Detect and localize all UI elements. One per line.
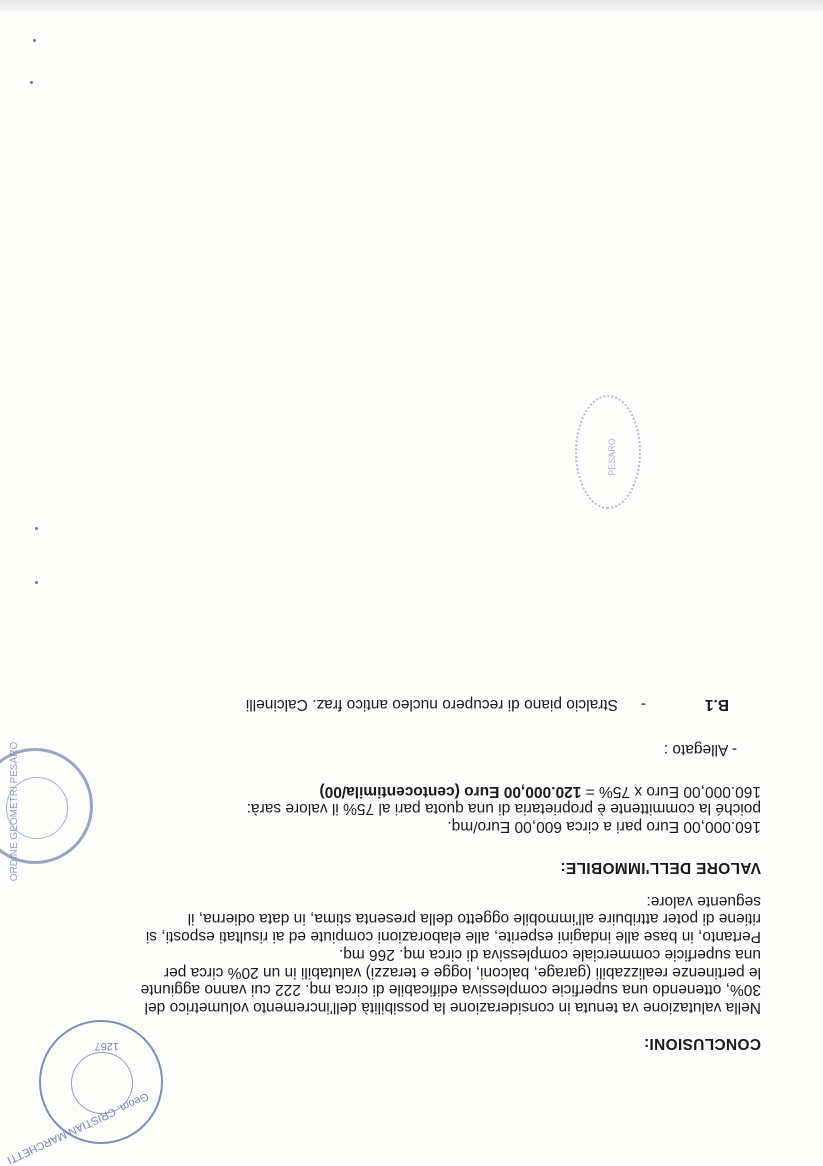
allegato-row (0, 693, 823, 713)
allegato-dash: - (640, 696, 646, 713)
faint-seal (575, 395, 641, 509)
paragraph-line: 30%, ottenendo una superficie complessiva edificabile di circa mq. 222 cui vanno aggiunte (140, 981, 761, 999)
valore-details (41, 783, 761, 836)
paragraph-line: Pertanto, in base alle indagini esperite, alle elaborazioni compiute ed ai risultati esposti, si (145, 928, 761, 945)
conclusioni-heading-text: CONCLUSIONI: (643, 1035, 761, 1052)
allegato-label (17, 741, 737, 759)
valore-heading-text: VALORE DELL'IMMOBILE: (560, 859, 761, 876)
geometra-stamp-number: 1267 (94, 1040, 119, 1052)
valore-line (41, 783, 761, 801)
allegato-description: Stralcio piano di recupero nucleo antico fraz. Calcinelli (245, 696, 618, 713)
valore-calc: 160.000,00 Euro x 75% = (581, 783, 761, 800)
scan-speck (33, 39, 36, 42)
scan-edge (0, 0, 823, 14)
valore-line: poiché la committente è proprietaria di una quota pari al 75% il valore sarà: (246, 800, 761, 818)
valore-result: 120.000,00 Euro (centocentimila/00) (319, 783, 582, 800)
allegato-label-text: - Allegato : (663, 741, 737, 758)
scan-speck (35, 527, 38, 530)
paragraph-line: seguente valore: (646, 893, 761, 910)
scan-speck (30, 81, 33, 84)
paragraph-line: Nella valutazione va tenuta in considerazione la possibilità dell'incremento volumetrico del (144, 999, 761, 1016)
scan-speck (35, 581, 38, 584)
allegato-code: B.1 (704, 696, 729, 713)
ordine-stamp (0, 741, 93, 882)
valore-heading (41, 859, 761, 877)
geometra-stamp (5, 1020, 163, 1166)
valore-line: 160.000,00 Euro pari a circa 600,00 Euro/mq. (447, 818, 761, 835)
geometra-stamp-text: Geom. CRISTIAN MARCHETTI (5, 1089, 151, 1166)
paragraph-line: ritiene di poter attribuire all'immobile oggetto della presenta stima, in data odierna, il (187, 910, 761, 928)
paragraph-line: le pertinenze realizzabili (garage, balconi, logge e terazzi) valutabili in un 20% circa per (163, 964, 761, 981)
faint-seal-text: PESARO (607, 438, 618, 476)
paragraph-valutazione (41, 946, 761, 1016)
paragraph-line: una superficie commerciale complessiva di circa mq. 266 mq. (338, 946, 761, 964)
paragraph-pertanto (41, 893, 761, 946)
ordine-stamp-text: ORDINE GEOMETRI PESARO (8, 741, 20, 882)
